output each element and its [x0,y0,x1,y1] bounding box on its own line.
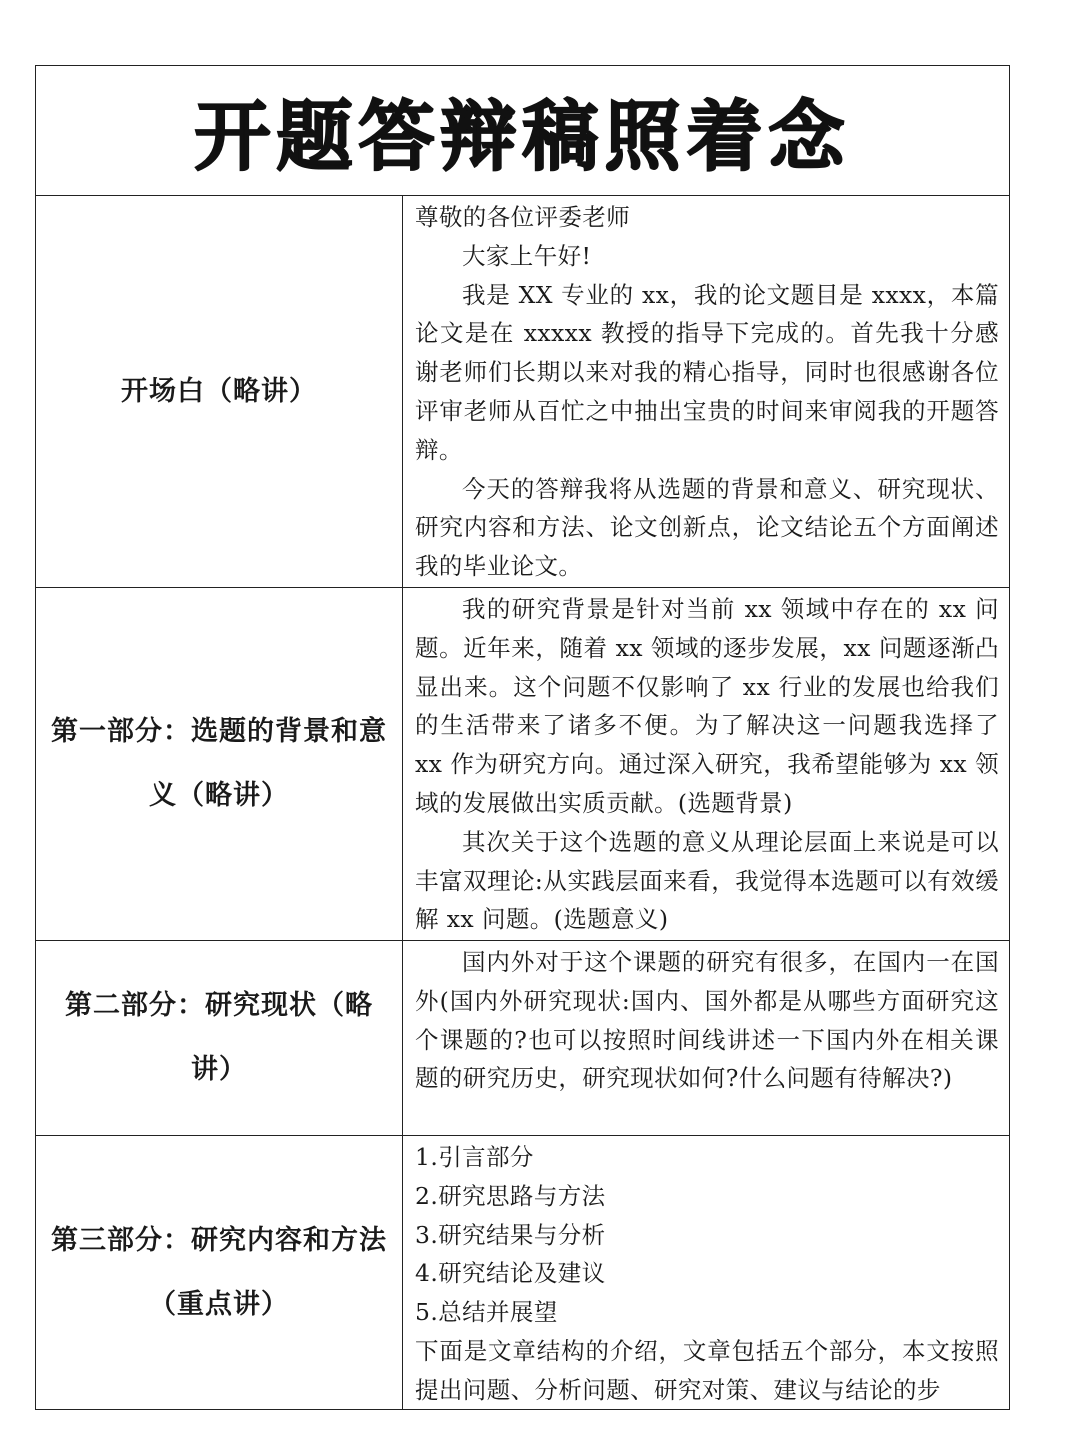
paragraph: 尊敬的各位评委老师 [415,203,631,231]
section-label-cell [36,196,403,587]
section-label: 第二部分：研究现状（略讲） [65,990,373,1085]
paragraph: 下面是文章结构的介绍，文章包括五个部分，本文按照提出问题、分析问题、研究对策、建议与结论的步 [415,1336,999,1404]
table-row [36,941,1009,1136]
list-item: 3.研究结果与分析 [415,1220,606,1249]
list-item: 2.研究思路与方法 [415,1181,606,1210]
paragraph: 其次关于这个选题的意义从理论层面上来说是可以丰富双理论:从实践层面来看，我觉得本选题可以有效缓解 xx 问题。(选题意义) [415,827,999,934]
section-label-cell [36,1136,403,1409]
list-item: 1.引言部分 [415,1143,534,1171]
section-content-cell [403,1136,1009,1409]
section-content-cell [403,196,1009,587]
paragraph: 国内外对于这个课题的研究有很多，在国内一在国外(国内外研究现状:国内、国外都是从哪些方面研究这个课题的?也可以按照时间线讲述一下国内外在相关课题的研究历史，研究现状如何?什么问题有待解决?) [415,948,999,1093]
list-item: 5.总结并展望 [415,1298,558,1327]
section-label: 第一部分：选题的背景和意义（略讲） [51,716,387,811]
section-label: 开场白（略讲） [121,375,317,407]
paragraph: 我的研究背景是针对当前 xx 领域中存在的 xx 问题。近年来，随着 xx 领域的逐步发展，xx 问题逐渐凸显出来。这个问题不仅影响了 xx 行业的发展也给我们的生活带来了诸多不便。为了解决这一问题我选择了 xx 作为研究方向。通过深入研究，我希望能够为 xx 领域的发展做出实质贡献。(选题背景) [415,595,999,817]
list-item: 4.研究结论及建议 [415,1259,606,1288]
section-label: 第三部分：研究内容和方法（重点讲） [51,1224,387,1320]
table-row [36,196,1009,588]
document-table [35,65,1010,1410]
section-label-cell [36,588,403,940]
table-row [36,588,1009,941]
paragraph: 我是 XX 专业的 xx，我的论文题目是 xxxx，本篇论文是在 xxxxx 教授的指导下完成的。首先我十分感谢老师们长期以来对我的精心指导，同时也很感谢各位评审老师从百忙之中抽出宝贵的时间来审阅我的开题答辩。 [415,280,999,464]
title-row [36,66,1009,196]
section-content-cell [403,941,1009,1135]
section-label-cell [36,941,403,1135]
section-content-cell [403,588,1009,940]
paragraph: 大家上午好! [462,241,592,270]
page-title: 开题答辩稿照着念 [194,92,851,181]
paragraph: 今天的答辩我将从选题的背景和意义、研究现状、研究内容和方法、论文创新点，论文结论五个方面阐述我的毕业论文。 [415,474,999,581]
table-row [36,1136,1009,1409]
